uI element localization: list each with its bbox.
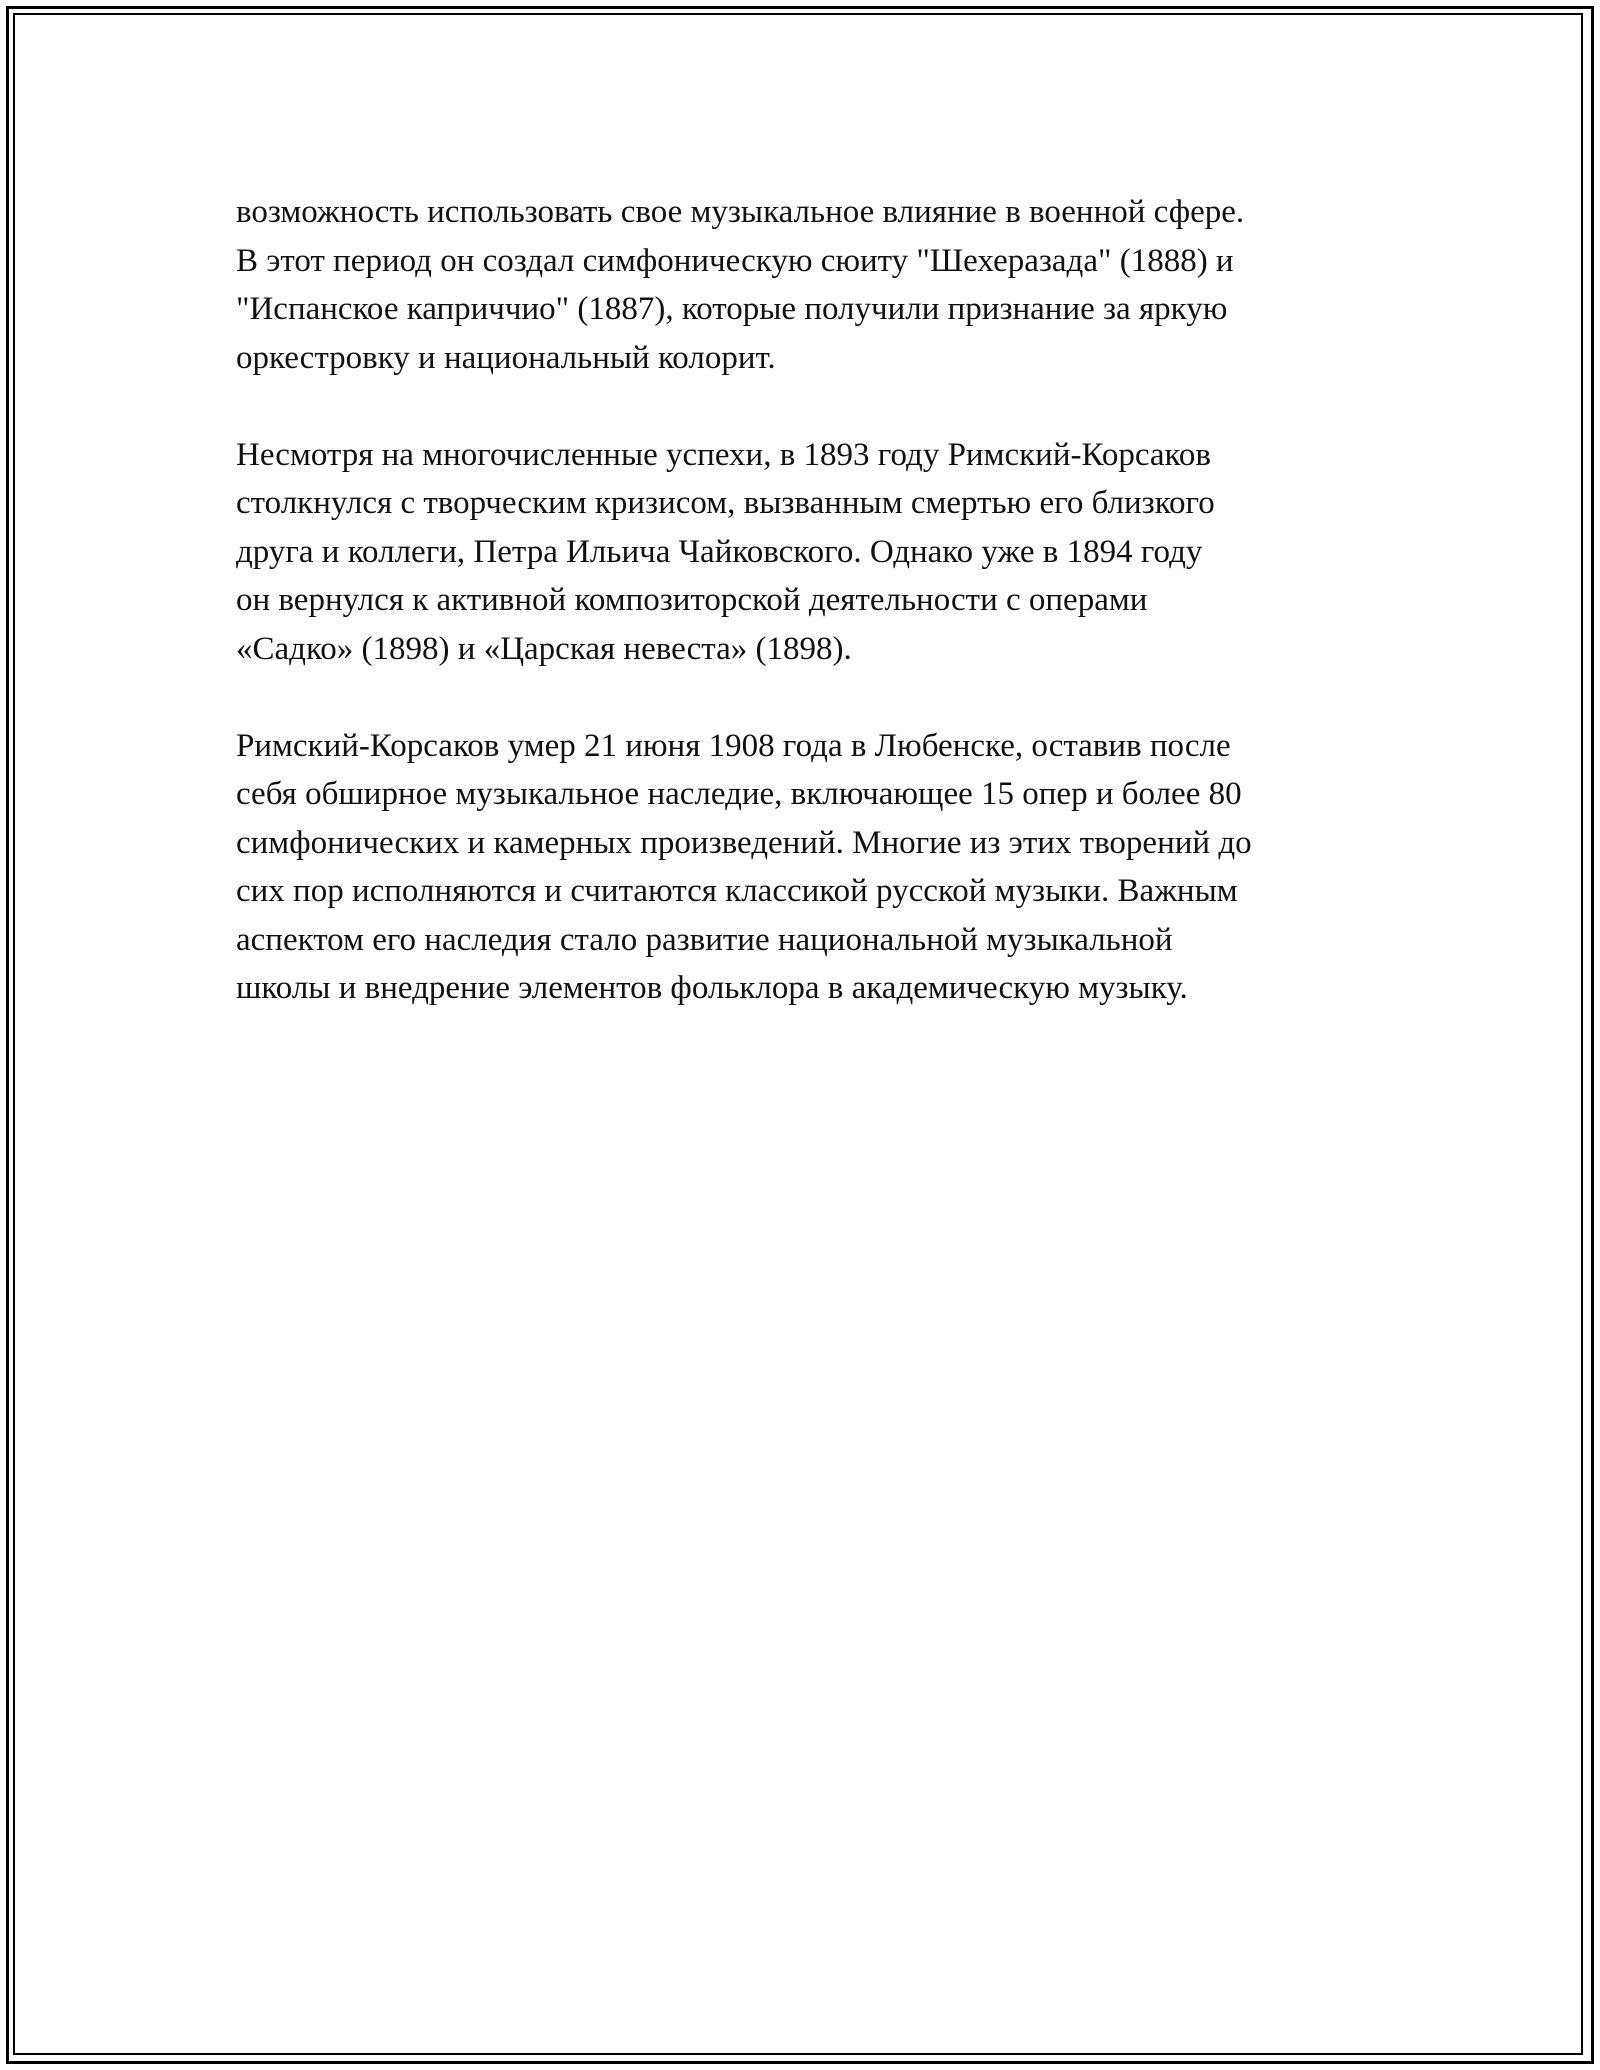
document-body	[236, 188, 1376, 1061]
paragraph-1: возможность использовать свое музыкальное влияние в военной сфере. В этот период он создал симфоническую сюиту "Шехеразада" (1888) и "Испанское каприччио" (1887), которые получили признание за яркую оркестровку и национальный колорит.	[236, 194, 1245, 376]
paragraph-3: Римский-Корсаков умер 21 июня 1908 года в Любенске, оставив после себя обширное музыкальное наследие, включающее 15 опер и более 80 симфонических и камерных произведений. Многие из этих творений до сих пор исполняются и считаются классикой русской музыки. Важным аспектом его наследия стало развитие национальной музыкальной школы и внедрение элементов фольклора в академическую музыку.	[236, 727, 1252, 1006]
paragraph-2: Несмотря на многочисленные успехи, в 1893 году Римский-Корсаков столкнулся с творческим кризисом, вызванным смертью его близкого друга и коллеги, Петра Ильича Чайковского. Однако уже в 1894 году он вернулся к активной композиторской деятельности с операми «Садко» (1898) и «Царская невеста» (1898).	[236, 436, 1215, 667]
